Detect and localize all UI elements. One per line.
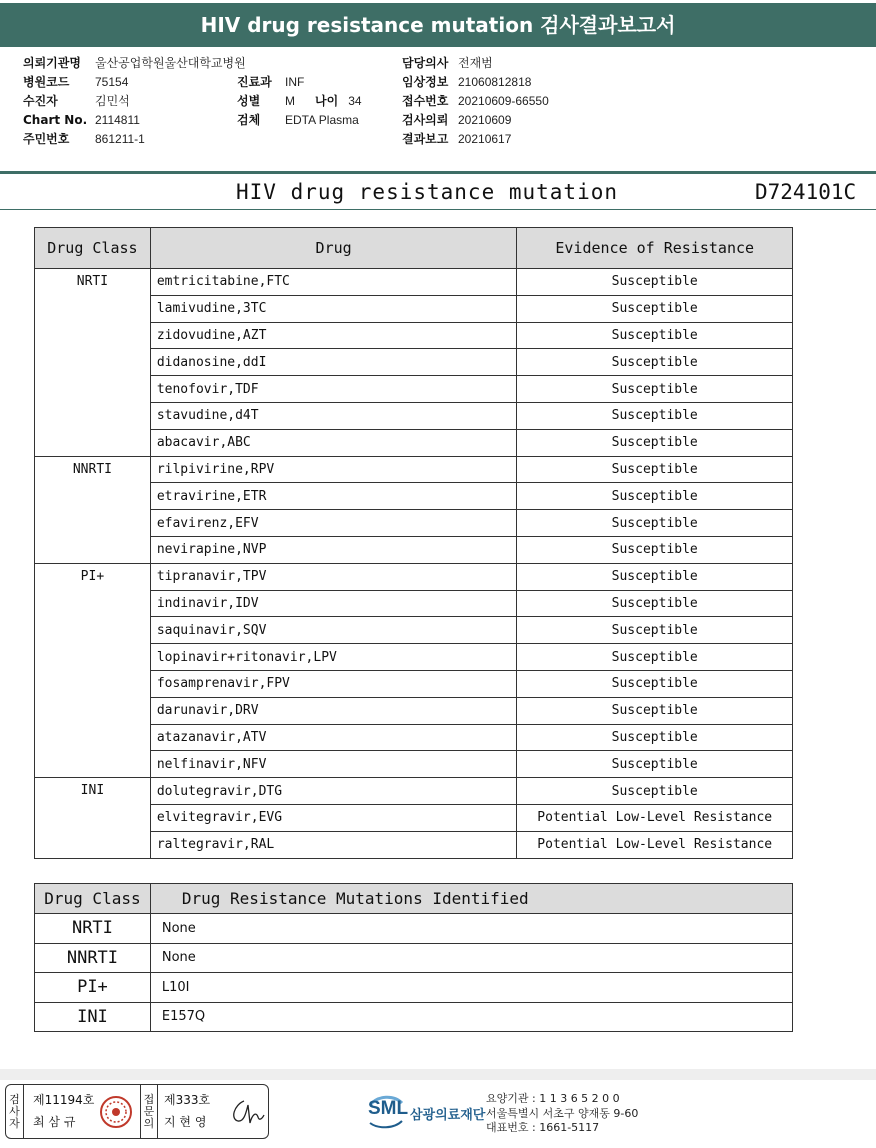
- info-value: INF: [285, 75, 305, 89]
- info-row: [402, 54, 549, 73]
- patient-info-col2: [237, 73, 362, 130]
- mutation-cell: E157Q: [150, 1002, 792, 1032]
- drug-class-cell: PI+: [35, 973, 151, 1003]
- footer-band: [0, 1069, 876, 1080]
- drug-cell: emtricitabine,FTC: [150, 269, 517, 296]
- drug-cell: efavirenz,EFV: [150, 510, 517, 537]
- divider-thin: [0, 209, 876, 210]
- resistance-cell: Susceptible: [517, 724, 793, 751]
- specialist-info: [164, 1089, 210, 1133]
- resistance-cell: Susceptible: [517, 697, 793, 724]
- header-mutations: Drug Resistance Mutations Identified: [150, 884, 792, 914]
- patient-info-col1: [23, 54, 246, 149]
- signature-icon: [226, 1095, 266, 1129]
- drug-cell: tenofovir,TDF: [150, 376, 517, 403]
- info-label: 의뢰기관명: [23, 56, 81, 70]
- info-value: 20210609: [458, 113, 512, 127]
- table-header-row: [35, 884, 793, 914]
- seal-stamp-icon: [99, 1095, 133, 1129]
- info-label: 병원코드: [23, 75, 70, 89]
- info-value: 전재범: [458, 56, 493, 70]
- table-row: [35, 778, 793, 805]
- info-label: 성별: [237, 94, 261, 108]
- sml-logo-text: SML: [368, 1098, 409, 1119]
- specialist-license: 제333호: [164, 1093, 211, 1107]
- divider-thick: [0, 171, 876, 174]
- info-label: 담당의사: [402, 56, 449, 70]
- info-row: [23, 130, 246, 149]
- resistance-cell: Susceptible: [517, 456, 793, 483]
- resistance-cell: Susceptible: [517, 590, 793, 617]
- resistance-cell: Susceptible: [517, 617, 793, 644]
- vertical-char: 문: [143, 1104, 155, 1118]
- info-value: 2114811: [95, 113, 140, 127]
- info-row: [402, 130, 549, 149]
- resistance-cell: Susceptible: [517, 483, 793, 510]
- info-label: Chart No.: [23, 113, 88, 127]
- info-label: 임상정보: [402, 75, 449, 89]
- info-label: 수진자: [23, 94, 58, 108]
- info-label: 진료과: [237, 75, 272, 89]
- drug-class-cell: PI+: [35, 563, 151, 777]
- drug-class-cell: INI: [35, 1002, 151, 1032]
- age-value: 34: [348, 94, 362, 108]
- vertical-char: 의: [143, 1116, 155, 1130]
- vertical-char: 접: [143, 1092, 155, 1106]
- examiner-name: 최 삼 규: [33, 1115, 76, 1129]
- info-row: [402, 73, 549, 92]
- drug-cell: raltegravir,RAL: [150, 831, 517, 858]
- table-row: [35, 563, 793, 590]
- resistance-cell: Susceptible: [517, 295, 793, 322]
- resistance-cell: Susceptible: [517, 510, 793, 537]
- examiner-info: [33, 1089, 94, 1133]
- info-value: 20210617: [458, 132, 512, 146]
- info-value: 861211-1: [95, 132, 145, 146]
- drug-cell: didanosine,ddI: [150, 349, 517, 376]
- info-row: [23, 54, 246, 73]
- specialist-label: [140, 1085, 158, 1138]
- org-name: 삼광의료재단: [410, 1108, 486, 1123]
- table-row: [35, 943, 793, 973]
- examiner-license: 제11194호: [33, 1093, 95, 1107]
- table-header-row: [35, 228, 793, 269]
- resistance-cell: Susceptible: [517, 778, 793, 805]
- mutation-cell: None: [150, 943, 792, 973]
- info-label: 결과보고: [402, 132, 449, 146]
- drug-cell: stavudine,d4T: [150, 402, 517, 429]
- drug-cell: nelfinavir,NFV: [150, 751, 517, 778]
- resistance-cell: Susceptible: [517, 376, 793, 403]
- info-row: [237, 73, 362, 92]
- vertical-char: 사: [9, 1104, 20, 1118]
- resistance-cell: Susceptible: [517, 429, 793, 456]
- table-row: [35, 456, 793, 483]
- drug-cell: fosamprenavir,FPV: [150, 670, 517, 697]
- header-drug-class: Drug Class: [35, 884, 151, 914]
- header-evidence: Evidence of Resistance: [517, 228, 793, 269]
- vertical-char: 검: [9, 1092, 20, 1106]
- info-label: 검사의뢰: [402, 113, 449, 127]
- drug-class-cell: NNRTI: [35, 456, 151, 563]
- patient-info-col3: [402, 54, 549, 149]
- drug-cell: atazanavir,ATV: [150, 724, 517, 751]
- drug-cell: indinavir,IDV: [150, 590, 517, 617]
- info-value: EDTA Plasma: [285, 113, 359, 127]
- info-row: [23, 111, 246, 130]
- drug-cell: lopinavir+ritonavir,LPV: [150, 644, 517, 671]
- vertical-char: 자: [9, 1116, 20, 1130]
- mutations-table: [34, 883, 793, 1032]
- info-row: [23, 92, 246, 111]
- info-row: [23, 73, 246, 92]
- drug-class-cell: NRTI: [35, 914, 151, 944]
- resistance-cell: Susceptible: [517, 670, 793, 697]
- mutation-cell: L10I: [150, 973, 792, 1003]
- header-drug: Drug: [150, 228, 517, 269]
- specialist-name: 지 현 영: [164, 1115, 207, 1129]
- drug-cell: nevirapine,NVP: [150, 536, 517, 563]
- drug-cell: saquinavir,SQV: [150, 617, 517, 644]
- resistance-cell: Susceptible: [517, 536, 793, 563]
- org-info: [486, 1092, 638, 1136]
- resistance-cell: Susceptible: [517, 644, 793, 671]
- resistance-cell: Potential Low-Level Resistance: [517, 804, 793, 831]
- examiner-label: [6, 1085, 24, 1138]
- drug-class-cell: NRTI: [35, 269, 151, 457]
- resistance-cell: Potential Low-Level Resistance: [517, 831, 793, 858]
- drug-class-cell: INI: [35, 778, 151, 858]
- drug-cell: lamivudine,3TC: [150, 295, 517, 322]
- drug-cell: zidovudine,AZT: [150, 322, 517, 349]
- org-info-line: 요양기관 : 1 1 3 6 5 2 0 0: [486, 1092, 620, 1105]
- signature-box: [5, 1084, 269, 1139]
- resistance-cell: Susceptible: [517, 751, 793, 778]
- info-label: 검체: [237, 113, 261, 127]
- drug-cell: etravirine,ETR: [150, 483, 517, 510]
- report-code: D724101C: [755, 180, 857, 204]
- resistance-cell: Susceptible: [517, 322, 793, 349]
- info-label: 접수번호: [402, 94, 449, 108]
- drug-cell: darunavir,DRV: [150, 697, 517, 724]
- info-value: 20210609-66550: [458, 94, 549, 108]
- org-info-line: 서울특별시 서초구 양재동 9-60: [486, 1106, 639, 1120]
- info-value: 21060812818: [458, 75, 532, 89]
- report-banner: HIV drug resistance mutation 검사결과보고서: [0, 3, 876, 47]
- resistance-cell: Susceptible: [517, 402, 793, 429]
- info-row: [402, 111, 549, 130]
- info-value: 울산공업학원울산대학교병원: [95, 56, 246, 70]
- table-row: [35, 1002, 793, 1032]
- drug-cell: dolutegravir,DTG: [150, 778, 517, 805]
- info-row: [402, 92, 549, 111]
- info-value: 75154: [95, 75, 129, 89]
- drug-cell: abacavir,ABC: [150, 429, 517, 456]
- resistance-cell: Susceptible: [517, 563, 793, 590]
- table-row: [35, 914, 793, 944]
- mutation-cell: None: [150, 914, 792, 944]
- resistance-cell: Susceptible: [517, 269, 793, 296]
- org-info-line: 대표번호 : 1661-5117: [486, 1121, 600, 1134]
- table-row: [35, 269, 793, 296]
- drug-class-cell: NNRTI: [35, 943, 151, 973]
- resistance-table: [34, 227, 793, 859]
- info-row: [237, 111, 362, 130]
- info-value: 김민석: [95, 94, 130, 108]
- info-label: 주민번호: [23, 132, 70, 146]
- info-value: M: [285, 94, 295, 108]
- header-drug-class: Drug Class: [35, 228, 151, 269]
- drug-cell: rilpivirine,RPV: [150, 456, 517, 483]
- age-label: 나이: [315, 94, 339, 108]
- resistance-cell: Susceptible: [517, 349, 793, 376]
- info-row: [237, 92, 362, 111]
- table-row: [35, 973, 793, 1003]
- report-title: HIV drug resistance mutation: [236, 180, 619, 204]
- drug-cell: tipranavir,TPV: [150, 563, 517, 590]
- drug-cell: elvitegravir,EVG: [150, 804, 517, 831]
